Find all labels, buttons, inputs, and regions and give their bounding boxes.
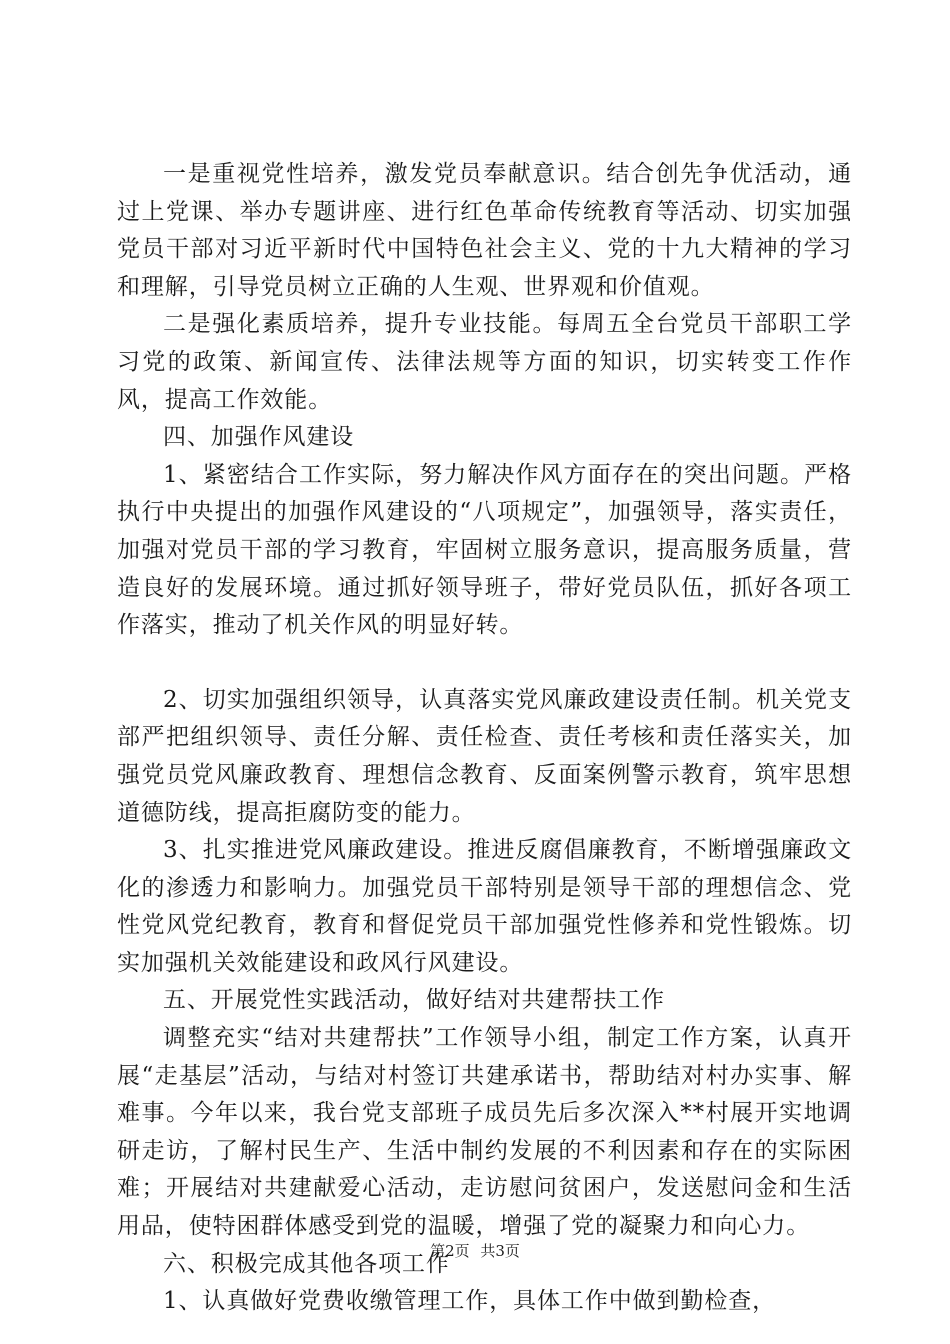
- page-number-current: 第2页: [430, 1242, 470, 1260]
- paragraph-pairing-assistance: 调整充实“结对共建帮扶”工作领导小组，制定工作方案，认真开展“走基层”活动，与结对村签订共建承诺书，帮助结对村办实事、解难事。今年以来，我台党支部班子成员先后多次深入**村展开实地调研走访，了解村民生产、生活中制约发展的不利因素和存在的实际困难；开展结对共建献爱心活动，走访慰问贫困户，发送慰问金和生活用品，使特困群体感受到党的温暖，增强了党的凝聚力和向心力。: [117, 1025, 852, 1240]
- paragraph-party-dues: 1、认真做好党费收缴管理工作，具体工作中做到勤检查，: [163, 1288, 777, 1315]
- paragraph-party-spirit: 一是重视党性培养，激发党员奉献意识。结合创先争优活动，通过上党课、举办专题讲座、进行红色革命传统教育等活动、切实加强党员干部对习近平新时代中国特色社会主义、党的十九大精神的学习和理解，引导党员树立正确的人生观、世界观和价值观。: [117, 161, 852, 300]
- paragraph-work-style-2: 2、切实加强组织领导，认真落实党风廉政建设责任制。机关党支部严把组织领导、责任分解、责任检查、责任考核和责任落实关，加强党员党风廉政教育、理想信念教育、反面案例警示教育，筑牢思想道德防线，提高拒腐防变的能力。: [117, 686, 852, 826]
- page-footer: [0, 1240, 950, 1261]
- page-number-total: 共3页: [480, 1242, 520, 1260]
- paragraph-work-style-1: 1、紧密结合工作实际，努力解决作风方面存在的突出问题。严格执行中央提出的加强作风建设的“八项规定”，加强领导，落实责任，加强对党员干部的学习教育，牢固树立服务意识，提高服务质量，营造良好的发展环境。通过抓好领导班子，带好党员队伍，抓好各项工作落实，推动了机关作风的明显好转。: [117, 461, 852, 639]
- document-body: [117, 156, 852, 1321]
- heading-work-style: 四、加强作风建设: [163, 424, 355, 451]
- heading-practice-activities: 五、开展党性实践活动，做好结对共建帮扶工作: [163, 987, 665, 1014]
- heading-other-work: 六、积极完成其他各项工作: [163, 1250, 450, 1277]
- paragraph-quality-training: 二是强化素质培养，提升专业技能。每周五全台党员干部职工学习党的政策、新闻宣传、法律法规等方面的知识，切实转变工作作风，提高工作效能。: [117, 311, 852, 413]
- paragraph-work-style-3: 3、扎实推进党风廉政建设。推进反腐倡廉教育，不断增强廉政文化的渗透力和影响力。加强党员干部特别是领导干部的理想信念、党性党风党纪教育，教育和督促党员干部加强党性修养和党性锻炼。切实加强机关效能建设和政风行风建设。: [117, 837, 852, 976]
